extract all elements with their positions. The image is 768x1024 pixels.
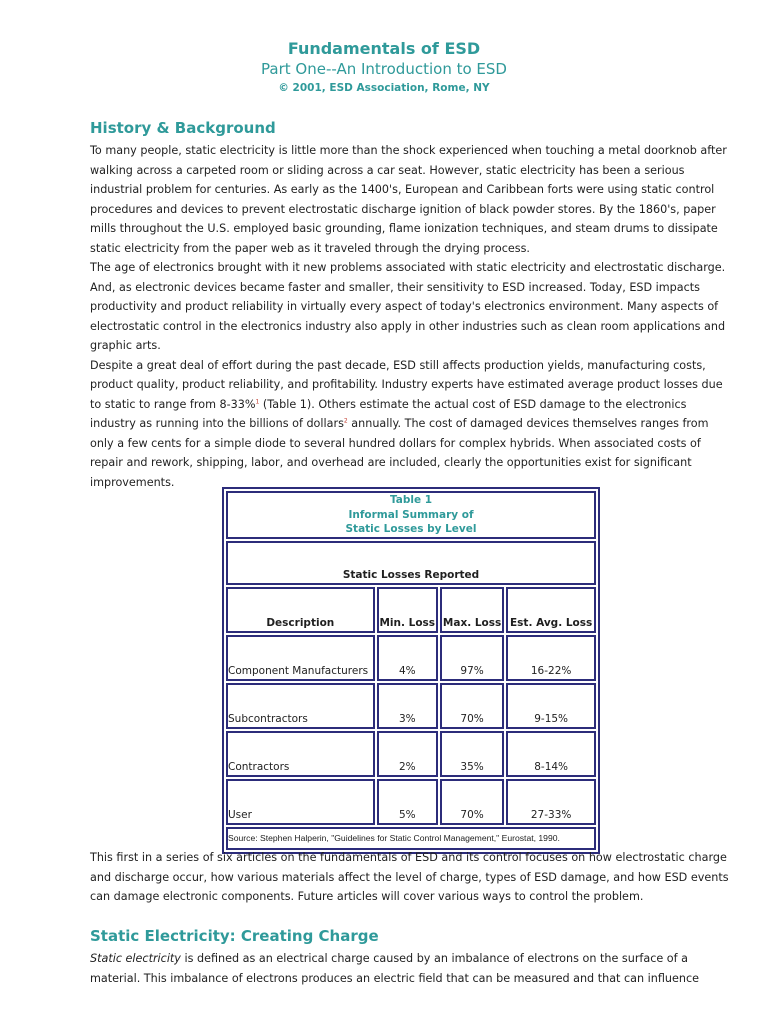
defined-term: Static electricity: [90, 952, 181, 965]
table-caption: [226, 491, 596, 539]
table-cell: 8-14%: [506, 731, 596, 777]
paragraph-text: annually. The cost of damaged devices themselves ranges from only a few cents for a simple diode to several hundred dollars for complex hybrids. When associated costs of repair and rework, shipping, labor, and overhead are included, clearly the opportunities exist for significant improvements.: [90, 417, 709, 489]
table-cell: 27-33%: [506, 779, 596, 825]
table-cell: Subcontractors: [226, 683, 375, 729]
history-paragraph-3: [90, 356, 730, 493]
static-losses-table: [222, 487, 600, 854]
history-heading: History & Background: [90, 119, 276, 137]
table-cell: 35%: [440, 731, 504, 777]
table-group-header: Static Losses Reported: [226, 541, 596, 585]
column-header: Max. Loss: [440, 587, 504, 633]
table-row: [226, 635, 596, 681]
table-cell: 3%: [377, 683, 438, 729]
history-body: [90, 141, 730, 492]
footnote-marker[interactable]: 2: [343, 417, 348, 425]
header: [0, 38, 768, 96]
document-subtitle: Part One--An Introduction to ESD: [261, 60, 507, 78]
table-caption-line: Static Losses by Level: [345, 523, 477, 535]
table-cell: 5%: [377, 779, 438, 825]
paragraph-text: Despite a great deal of effort during the past decade, ESD still affects production yields, manufacturing costs, product quality, product reliability, and profitability. Industry experts have estimated average product losses due to static to range from 8-33%: [90, 358, 723, 411]
paragraph-text: is defined as an electrical charge caused by an imbalance of electrons on the surface of a material. This imbalance of electrons produces an electric field that can be measured and that can influence: [90, 952, 699, 985]
table-row: [226, 731, 596, 777]
table-row: [226, 779, 596, 825]
table-source-note: Source: Stephen Halperin, "Guidelines for Static Control Management," Eurostat, 1990.: [226, 827, 596, 850]
table-cell: 16-22%: [506, 635, 596, 681]
static-electricity-heading: Static Electricity: Creating Charge: [90, 927, 379, 945]
history-paragraph-1: To many people, static electricity is little more than the shock experienced when touching a metal doorknob after walking across a carpeted room or sliding across a car seat. However, static electricity has been a serious industrial problem for centuries. As early as the 1400's, European and Caribbean forts were using static control procedures and devices to prevent electrostatic discharge ignition of black powder stores. By the 1860's, paper mills throughout the U.S. employed basic grounding, flame ionization techniques, and steam drums to dissipate static electricity from the paper web as it traveled through the drying process.: [90, 144, 727, 255]
table-cell: 97%: [440, 635, 504, 681]
losses-table: [222, 487, 600, 854]
column-header: Min. Loss: [377, 587, 438, 633]
series-intro-paragraph: This first in a series of six articles on the fundamentals of ESD and its control focuses on how electrostatic charge and discharge occur, how various materials affect the level of charge, types of ESD damage, and how ESD events can damage electronic components. Future articles will cover various ways to control the problem.: [90, 851, 729, 903]
table-cell: 9-15%: [506, 683, 596, 729]
table-cell: 70%: [440, 779, 504, 825]
series-intro: [90, 848, 730, 907]
table-header-row: [226, 587, 596, 633]
static-electricity-body: [90, 949, 730, 988]
table-cell: User: [226, 779, 375, 825]
table-cell: 4%: [377, 635, 438, 681]
document-title: Fundamentals of ESD: [287, 39, 481, 58]
footnote-marker[interactable]: 1: [255, 397, 260, 405]
copyright-line: © 2001, ESD Association, Rome, NY: [278, 82, 490, 94]
table-cell: 70%: [440, 683, 504, 729]
table-caption-line: Table 1: [389, 494, 433, 506]
history-paragraph-2: The age of electronics brought with it new problems associated with static electricity and electrostatic discharge. And, as electronic devices became faster and smaller, their sensitivity to ESD increased. Today, ESD impacts productivity and product reliability in virtually every aspect of today's electronics environment. Many aspects of electrostatic control in the electronics industry also apply in other industries such as clean room applications and graphic arts.: [90, 261, 726, 352]
table-cell: 2%: [377, 731, 438, 777]
column-header: Description: [226, 587, 375, 633]
static-electricity-paragraph: [90, 949, 730, 988]
table-cell: Contractors: [226, 731, 375, 777]
paragraph-text: (Table 1). Others estimate the actual cost of ESD damage to the electronics industry as running into the billions of dollars: [90, 397, 687, 430]
table-caption-line: Informal Summary of: [348, 508, 474, 521]
table-row: [226, 683, 596, 729]
column-header: Est. Avg. Loss: [506, 587, 596, 633]
table-cell: Component Manufacturers: [226, 635, 375, 681]
